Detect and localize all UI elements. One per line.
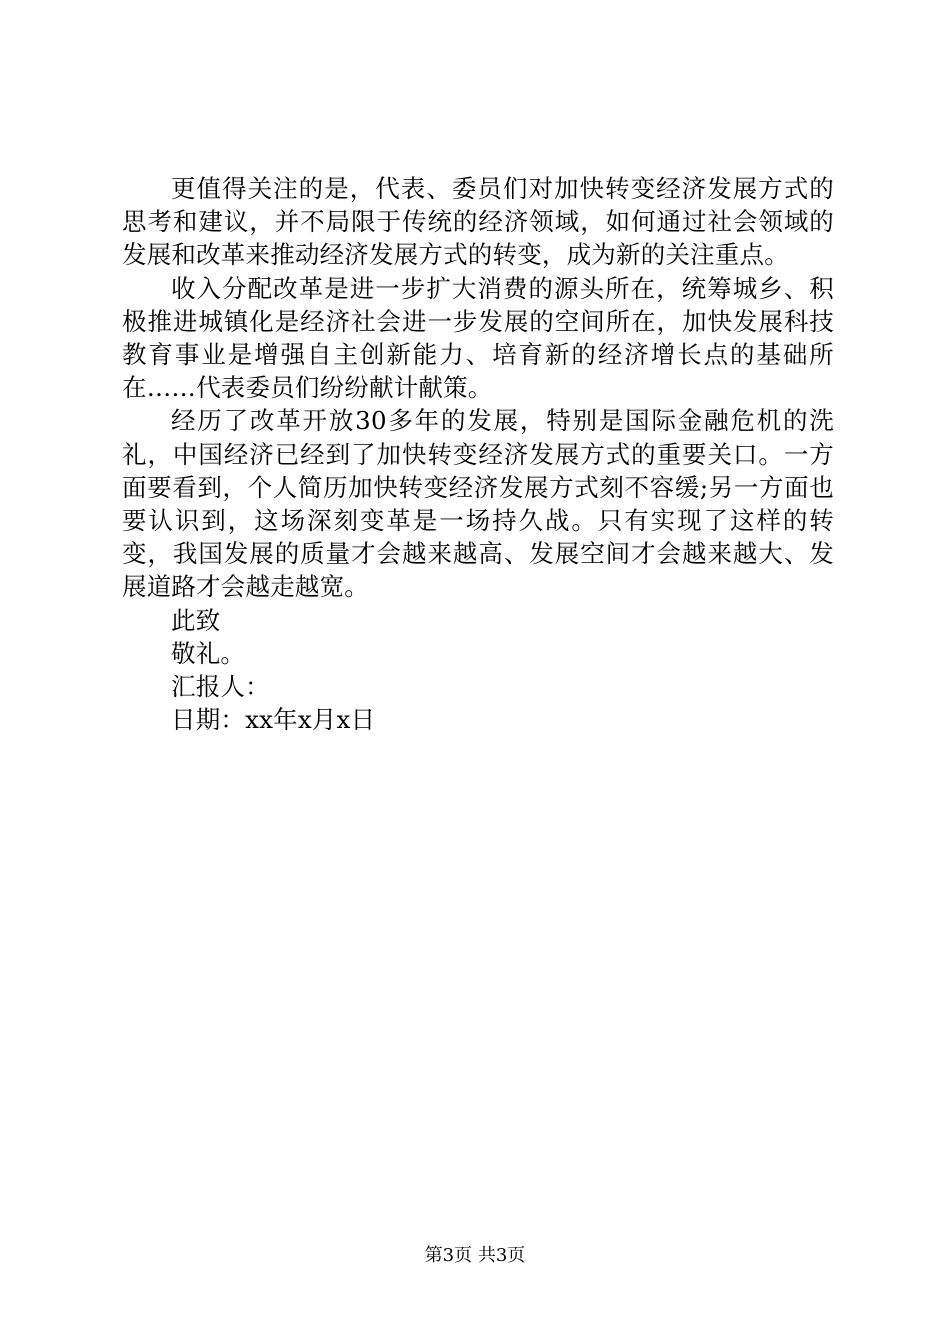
closing-regards: 敬礼。 <box>171 638 246 668</box>
page-number-footer: 第3页 共3页 <box>424 1245 526 1266</box>
document-body <box>122 172 834 736</box>
body-paragraph-1: 更值得关注的是，代表、委员们对加快转变经济发展方式的思考和建议，并不局限于传统的经济领域，如何通过社会领域的发展和改革来推动经济发展方式的转变，成为新的关注重点。 <box>122 174 834 270</box>
body-paragraph-3: 经历了改革开放30多年的发展，特别是国际金融危机的洗礼，中国经济已经到了加快转变经济发展方式的重要关口。一方面要看到，个人简历加快转变经济发展方式刻不容缓;另一方面也要认识到，这场深刻变革是一场持久战。只有实现了这样的转变，我国发展的质量才会越来越高、发展空间才会越来越大、发展道路才会越走越宽。 <box>122 406 834 602</box>
body-paragraph-2: 收入分配改革是进一步扩大消费的源头所在，统筹城乡、积极推进城镇化是经济社会进一步发展的空间所在，加快发展科技教育事业是增强自主创新能力、培育新的经济增长点的基础所在……代表委员们纷纷献计献策。 <box>122 273 834 403</box>
reporter-line: 汇报人： <box>171 672 270 702</box>
closing-salutation: 此致 <box>171 605 221 635</box>
date-line: 日期：xx年x月x日 <box>171 705 376 735</box>
